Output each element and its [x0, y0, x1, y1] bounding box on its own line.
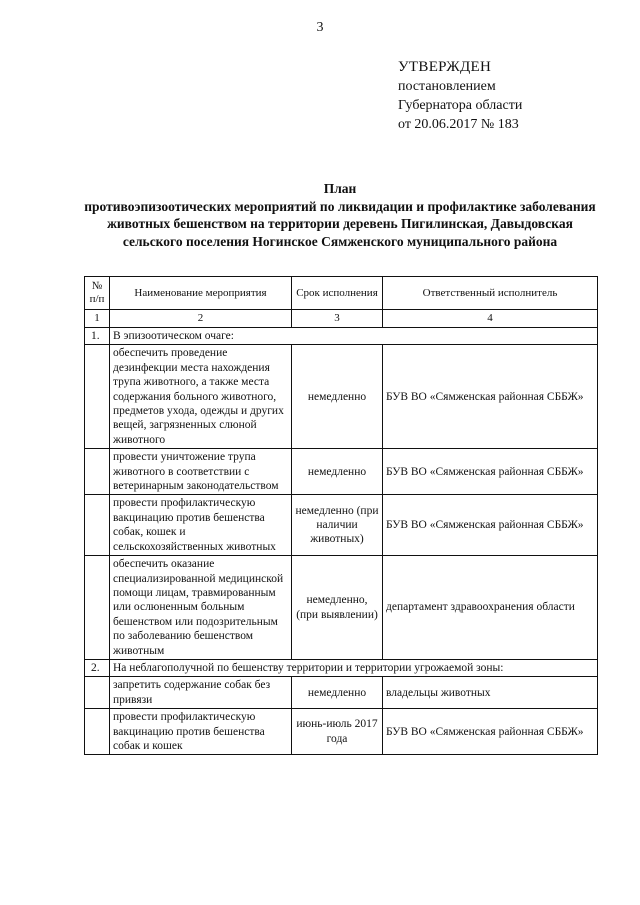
- title-heading: План: [323, 181, 357, 196]
- responsible-cell: БУВ ВО «Сямженская районная СББЖ»: [383, 495, 598, 556]
- table-row: [85, 345, 598, 449]
- responsible-cell: БУВ ВО «Сямженская районная СББЖ»: [383, 709, 598, 755]
- table-header-row: [85, 277, 598, 310]
- responsible-cell: владельцы животных: [383, 677, 598, 709]
- term-cell: немедленно (при наличии животных): [292, 495, 383, 556]
- approval-line: Губернатора области: [398, 98, 523, 113]
- table-row: [85, 495, 598, 556]
- document-title: [80, 180, 600, 250]
- term-cell: июнь-июль 2017 года: [292, 709, 383, 755]
- header-term: Срок исполнения: [292, 277, 383, 310]
- approval-line: постановлением: [398, 79, 496, 94]
- approval-stamp: [398, 58, 522, 134]
- page-number: 3: [316, 20, 324, 35]
- responsible-cell: департамент здравоохранения области: [383, 556, 598, 660]
- column-number-row: [85, 310, 598, 328]
- column-number: 3: [292, 310, 383, 328]
- term-cell: немедленно: [292, 449, 383, 495]
- section-heading-row: [85, 659, 598, 676]
- action-cell: провести профилактическую вакцинацию против бешенства собак и кошек: [110, 709, 292, 755]
- section-heading-row: [85, 328, 598, 345]
- section-number: 1.: [85, 328, 110, 345]
- term-cell: немедленно: [292, 677, 383, 709]
- responsible-cell: БУВ ВО «Сямженская районная СББЖ»: [383, 449, 598, 495]
- table-row: [85, 449, 598, 495]
- approval-heading: УТВЕРЖДЕН: [398, 59, 492, 75]
- action-cell: обеспечить проведение дезинфекции места нахождения трупа животного, а также места содержания больного животного, предметов ухода, одежды и других вещей, загрязненных слюной животного: [110, 345, 292, 449]
- measures-table: [84, 276, 598, 755]
- header-responsible: Ответственный исполнитель: [383, 277, 598, 310]
- column-number: 1: [85, 310, 110, 328]
- approval-line: от 20.06.2017 № 183: [398, 117, 519, 132]
- header-number: № п/п: [85, 277, 110, 310]
- table-row: [85, 709, 598, 755]
- column-number: 2: [110, 310, 292, 328]
- action-cell: обеспечить оказание специализированной медицинской помощи лицам, травмированным или ослюненным больным бешенством или подозрительным по заболеванию бешенством животным: [110, 556, 292, 660]
- responsible-cell: БУВ ВО «Сямженская районная СББЖ»: [383, 345, 598, 449]
- header-action: Наименование мероприятия: [110, 277, 292, 310]
- action-cell: провести уничтожение трупа животного в соответствии с ветеринарным законодательством: [110, 449, 292, 495]
- title-body: противоэпизоотических мероприятий по ликвидации и профилактике заболевания животных бешенством на территории деревень Пигилинская, Давыдовская сельского поселения Ногинское Сямженского муниципального района: [84, 198, 596, 249]
- action-cell: запретить содержание собак без привязи: [110, 677, 292, 709]
- table-row: [85, 556, 598, 660]
- action-cell: провести профилактическую вакцинацию против бешенства собак, кошек и сельскохозяйственных животных: [110, 495, 292, 556]
- term-cell: немедленно: [292, 345, 383, 449]
- term-cell: немедленно, (при выявлении): [292, 556, 383, 660]
- section-heading: В эпизоотическом очаге:: [110, 328, 598, 345]
- column-number: 4: [383, 310, 598, 328]
- table-row: [85, 677, 598, 709]
- section-heading: На неблагополучной по бешенству территории и территории угрожаемой зоны:: [110, 659, 598, 676]
- section-number: 2.: [85, 659, 110, 676]
